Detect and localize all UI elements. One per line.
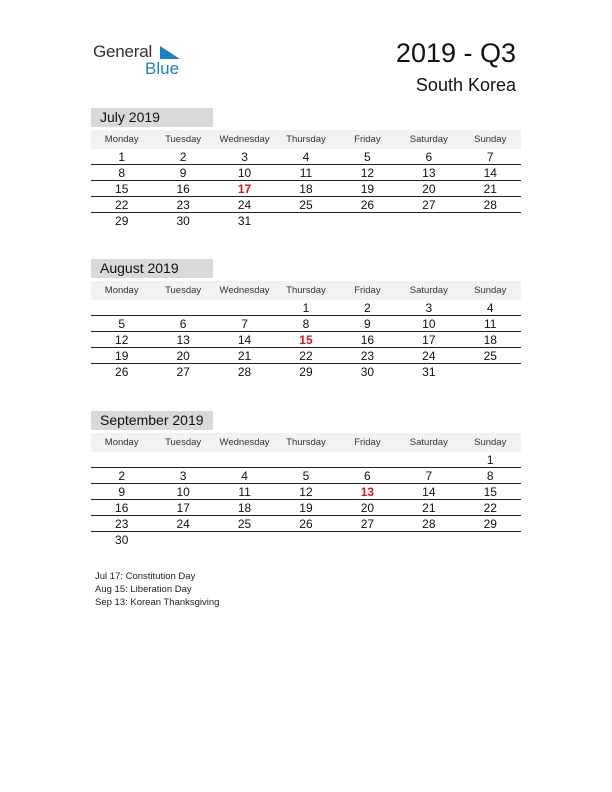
- day-cell: 25: [237, 517, 252, 531]
- week-row: [91, 181, 521, 197]
- weekday-label: Tuesday: [165, 437, 202, 448]
- day-cell: 21: [422, 501, 436, 515]
- holiday-note: Jul 17: Constitution Day: [95, 571, 196, 582]
- day-cell: 26: [115, 365, 129, 379]
- day-cell: 5: [302, 469, 310, 483]
- weekday-label: Friday: [354, 285, 381, 296]
- weekday-label: Sunday: [474, 285, 507, 296]
- day-cell: 11: [238, 485, 251, 499]
- day-cell: 12: [115, 333, 129, 347]
- month-header: September 2019: [91, 411, 213, 430]
- day-cell: 25: [483, 349, 497, 363]
- day-cell: 7: [425, 469, 433, 483]
- day-cell: 8: [486, 469, 494, 483]
- day-cell: 11: [484, 317, 497, 331]
- month-header: August 2019: [91, 259, 213, 278]
- week-row: [91, 484, 521, 500]
- month-september: [91, 411, 521, 548]
- day-cell: 4: [302, 150, 310, 164]
- day-cell: 15: [299, 333, 313, 347]
- day-cell: 1: [302, 301, 310, 315]
- logo-blue-text: Blue: [145, 59, 180, 78]
- page-title: 2019 - Q3: [395, 38, 516, 68]
- weekday-header-row: [91, 130, 521, 149]
- generalblue-logo: [93, 42, 193, 78]
- day-cell: 9: [179, 166, 187, 180]
- country-name: South Korea: [415, 75, 516, 95]
- day-cell: 27: [422, 198, 436, 212]
- day-cell: 16: [115, 501, 129, 515]
- weekday-label: Thursday: [286, 134, 326, 145]
- day-cell: 28: [483, 198, 497, 212]
- day-cell: 14: [237, 333, 252, 347]
- logo-general-text: General: [93, 42, 153, 61]
- day-cell: 20: [176, 349, 190, 363]
- month-august: [91, 259, 521, 380]
- day-cell: 19: [360, 182, 375, 196]
- day-cell: [460, 532, 521, 548]
- weekday-label: Sunday: [474, 437, 507, 448]
- week-row: [91, 516, 521, 532]
- week-row: [91, 316, 521, 332]
- day-cell: 4: [486, 301, 494, 315]
- week-row: [91, 300, 521, 316]
- weekday-label: Monday: [104, 134, 139, 145]
- weekday-label: Wednesday: [219, 285, 270, 296]
- day-cell: 23: [115, 517, 129, 531]
- day-cell: 16: [176, 182, 190, 196]
- day-cell: [460, 364, 521, 380]
- weekday-label: Thursday: [286, 437, 326, 448]
- day-cell: [214, 300, 275, 315]
- day-cell: 13: [360, 485, 375, 499]
- weekday-label: Saturday: [409, 134, 448, 145]
- week-row: [91, 149, 521, 165]
- day-cell: 12: [299, 485, 313, 499]
- day-cell: 17: [422, 333, 436, 347]
- day-cell: 15: [115, 182, 129, 196]
- day-cell: 17: [176, 501, 190, 515]
- day-cell: [152, 300, 213, 315]
- week-row: [91, 532, 521, 548]
- day-cell: 25: [299, 198, 313, 212]
- day-cell: 28: [422, 517, 436, 531]
- week-row: [91, 213, 521, 229]
- day-cell: 6: [179, 317, 187, 331]
- week-row: [91, 332, 521, 348]
- day-cell: 13: [176, 333, 190, 347]
- day-cell: 15: [483, 485, 497, 499]
- day-cell: [398, 452, 459, 467]
- day-cell: 5: [364, 150, 371, 164]
- logo-triangle-icon: [160, 46, 180, 59]
- day-cell: [91, 300, 152, 315]
- day-cell: 22: [115, 198, 129, 212]
- week-row: [91, 348, 521, 364]
- weekday-label: Friday: [354, 437, 381, 448]
- day-cell: 11: [299, 166, 313, 180]
- day-cell: 31: [422, 365, 436, 379]
- day-cell: 8: [302, 317, 310, 331]
- day-cell: 30: [115, 533, 129, 547]
- weekday-label: Friday: [354, 134, 381, 145]
- day-cell: 3: [179, 469, 187, 483]
- day-cell: [275, 532, 336, 548]
- holiday-note: Aug 15: Liberation Day: [95, 584, 192, 595]
- day-cell: 2: [364, 301, 371, 315]
- weekday-label: Tuesday: [165, 285, 202, 296]
- day-cell: 19: [299, 501, 313, 515]
- day-cell: 19: [115, 349, 129, 363]
- day-cell: 6: [364, 469, 371, 483]
- day-cell: 30: [176, 214, 190, 228]
- day-cell: 1: [118, 150, 126, 164]
- day-cell: [337, 532, 398, 548]
- day-cell: [460, 213, 521, 229]
- weekday-label: Monday: [104, 437, 139, 448]
- day-cell: 10: [237, 166, 252, 180]
- day-cell: 18: [237, 501, 252, 515]
- day-cell: 7: [486, 150, 494, 164]
- day-cell: 17: [237, 182, 252, 196]
- day-cell: [398, 532, 459, 548]
- day-cell: 3: [425, 301, 433, 315]
- day-cell: 14: [422, 485, 436, 499]
- day-cell: 22: [483, 501, 497, 515]
- day-cell: 18: [299, 182, 313, 196]
- day-cell: 5: [118, 317, 126, 331]
- day-cell: 14: [483, 166, 497, 180]
- week-row: [91, 197, 521, 213]
- day-cell: 29: [483, 517, 497, 531]
- day-cell: [337, 452, 398, 467]
- day-cell: [152, 532, 213, 548]
- day-cell: [398, 213, 459, 229]
- day-cell: 10: [176, 485, 190, 499]
- day-cell: 24: [237, 198, 252, 212]
- day-cell: 16: [360, 333, 375, 347]
- day-cell: 22: [299, 349, 313, 363]
- day-cell: 30: [360, 365, 375, 379]
- day-cell: 29: [115, 214, 129, 228]
- day-cell: 13: [422, 166, 436, 180]
- day-cell: 3: [241, 150, 248, 164]
- day-cell: 7: [241, 317, 248, 331]
- weekday-label: Thursday: [286, 285, 326, 296]
- day-cell: 10: [422, 317, 436, 331]
- day-cell: 23: [360, 349, 375, 363]
- holiday-note: Sep 13: Korean Thanksgiving: [95, 597, 220, 608]
- day-cell: [275, 452, 336, 467]
- day-cell: [214, 532, 275, 548]
- day-cell: 1: [486, 453, 494, 467]
- weekday-header-row: [91, 281, 521, 300]
- day-cell: 8: [118, 166, 126, 180]
- day-cell: 28: [237, 365, 252, 379]
- weekday-label: Saturday: [409, 437, 448, 448]
- day-cell: 21: [483, 182, 497, 196]
- day-cell: 27: [360, 517, 375, 531]
- day-cell: 20: [360, 501, 375, 515]
- week-row: [91, 468, 521, 484]
- day-cell: 9: [118, 485, 126, 499]
- day-cell: 27: [176, 365, 190, 379]
- week-row: [91, 364, 521, 380]
- day-cell: [275, 213, 336, 229]
- day-cell: [152, 452, 213, 467]
- day-cell: 26: [299, 517, 313, 531]
- day-cell: 18: [483, 333, 497, 347]
- day-cell: 20: [422, 182, 436, 196]
- week-row: [91, 500, 521, 516]
- day-cell: [337, 213, 398, 229]
- weekday-label: Wednesday: [219, 437, 270, 448]
- day-cell: 2: [179, 150, 187, 164]
- day-cell: 6: [425, 150, 433, 164]
- day-cell: 24: [422, 349, 436, 363]
- day-cell: 23: [176, 198, 190, 212]
- month-july: [91, 108, 521, 229]
- weekday-header-row: [91, 433, 521, 452]
- day-cell: 29: [299, 365, 313, 379]
- day-cell: [91, 452, 152, 467]
- day-cell: 4: [241, 469, 248, 483]
- week-row: [91, 165, 521, 181]
- weekday-label: Wednesday: [219, 134, 270, 145]
- holiday-notes: [95, 570, 219, 609]
- day-cell: 2: [118, 469, 126, 483]
- day-cell: 12: [360, 166, 375, 180]
- week-row: [91, 452, 521, 468]
- day-cell: 24: [176, 517, 190, 531]
- day-cell: 21: [237, 349, 252, 363]
- weekday-label: Saturday: [409, 285, 448, 296]
- weekday-label: Tuesday: [165, 134, 202, 145]
- day-cell: 26: [360, 198, 375, 212]
- weekday-label: Monday: [104, 285, 139, 296]
- day-cell: [214, 452, 275, 467]
- month-header: July 2019: [91, 108, 213, 127]
- day-cell: 9: [364, 317, 371, 331]
- weekday-label: Sunday: [474, 134, 507, 145]
- day-cell: 31: [237, 214, 252, 228]
